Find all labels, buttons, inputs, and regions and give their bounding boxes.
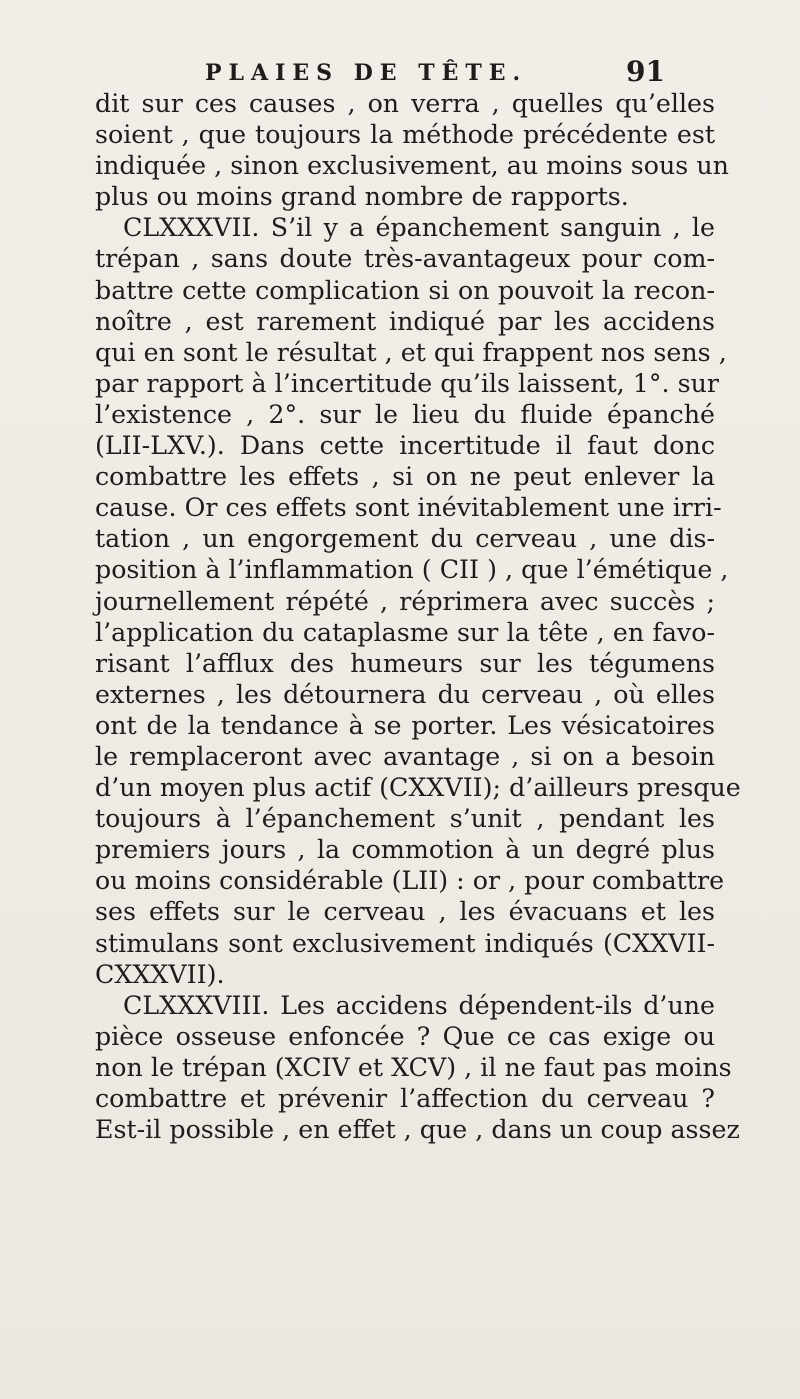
text-line: dit sur ces causes , on verra , quelles qu’elles xyxy=(95,89,715,118)
text-line: battre cette complication si on pouvoit la recon- xyxy=(95,275,715,305)
text-line: position à l’inflammation ( CII ) , que l’émétique , xyxy=(95,555,729,585)
text-line: cause. Or ces effets sont inévitablement une irri- xyxy=(95,493,722,523)
text-line: soient , que toujours la méthode précédente est xyxy=(95,120,715,150)
text-line: noître , est rarement indiqué par les accidens xyxy=(95,306,715,336)
paragraph-start-clxxxviii: CLXXXVIII. Les accidens dépendent-ils d’une xyxy=(123,990,715,1020)
text-line: le remplaceront avec avantage , si on a besoin xyxy=(95,741,715,771)
text-line: tation , un engorgement du cerveau , une dis- xyxy=(95,524,715,554)
text-line: ont de la tendance à se porter. Les vésicatoires xyxy=(95,710,715,740)
text-line: combattre les effets , si on ne peut enlever la xyxy=(95,462,715,492)
text-line: stimulans sont exclusivement indiqués (CXXVII- xyxy=(95,928,715,958)
text-line: ses effets sur le cerveau , les évacuans et les xyxy=(95,897,715,927)
text-line: risant l’afflux des humeurs sur les tégumens xyxy=(95,648,715,678)
text-line: trépan , sans doute très-avantageux pour com- xyxy=(95,244,715,274)
text-line: d’un moyen plus actif (CXXVII); d’ailleurs presque xyxy=(95,773,741,803)
text-line: non le trépan (XCIV et XCV) , il ne faut pas moins xyxy=(95,1052,732,1082)
text-line: pièce osseuse enfoncée ? Que ce cas exige ou xyxy=(95,1021,715,1051)
text-line: (LII-LXV.). Dans cette incertitude il faut donc xyxy=(95,431,715,461)
text-line: plus ou moins grand nombre de rapports. xyxy=(95,182,629,212)
text-line: CXXXVII). xyxy=(95,959,225,989)
paragraph-start-clxxxvii: CLXXXVII. S’il y a épanchement sanguin , le xyxy=(123,213,715,243)
text-line: externes , les détournera du cerveau , où elles xyxy=(95,679,715,709)
text-line: ou moins considérable (LII) : or , pour combattre xyxy=(95,866,725,896)
text-line: l’existence , 2°. sur le lieu du fluide épanché xyxy=(95,399,715,429)
text-line: toujours à l’épanchement s’unit , pendant les xyxy=(95,804,715,834)
body-text xyxy=(95,88,741,1145)
text-line: journellement répété , réprimera avec succès ; xyxy=(95,586,715,616)
page-header xyxy=(205,57,665,89)
text-line: premiers jours , la commotion à un degré plus xyxy=(95,835,715,865)
running-title: PLAIES DE TÊTE. xyxy=(205,60,528,86)
text-line: combattre et prévenir l’affection du cerveau ? xyxy=(95,1084,715,1113)
text-line: l’application du cataplasme sur la tête , en favo- xyxy=(95,617,715,647)
text-line: Est-il possible , en effet , que , dans un coup assez xyxy=(95,1115,740,1145)
text-line: qui en sont le résultat , et qui frappent nos sens , xyxy=(95,337,727,367)
text-line: indiquée , sinon exclusivement, au moins sous un xyxy=(95,151,729,181)
text-line: par rapport à l’incertitude qu’ils laissent, 1°. sur xyxy=(95,368,719,398)
page-number: 91 xyxy=(626,55,665,88)
